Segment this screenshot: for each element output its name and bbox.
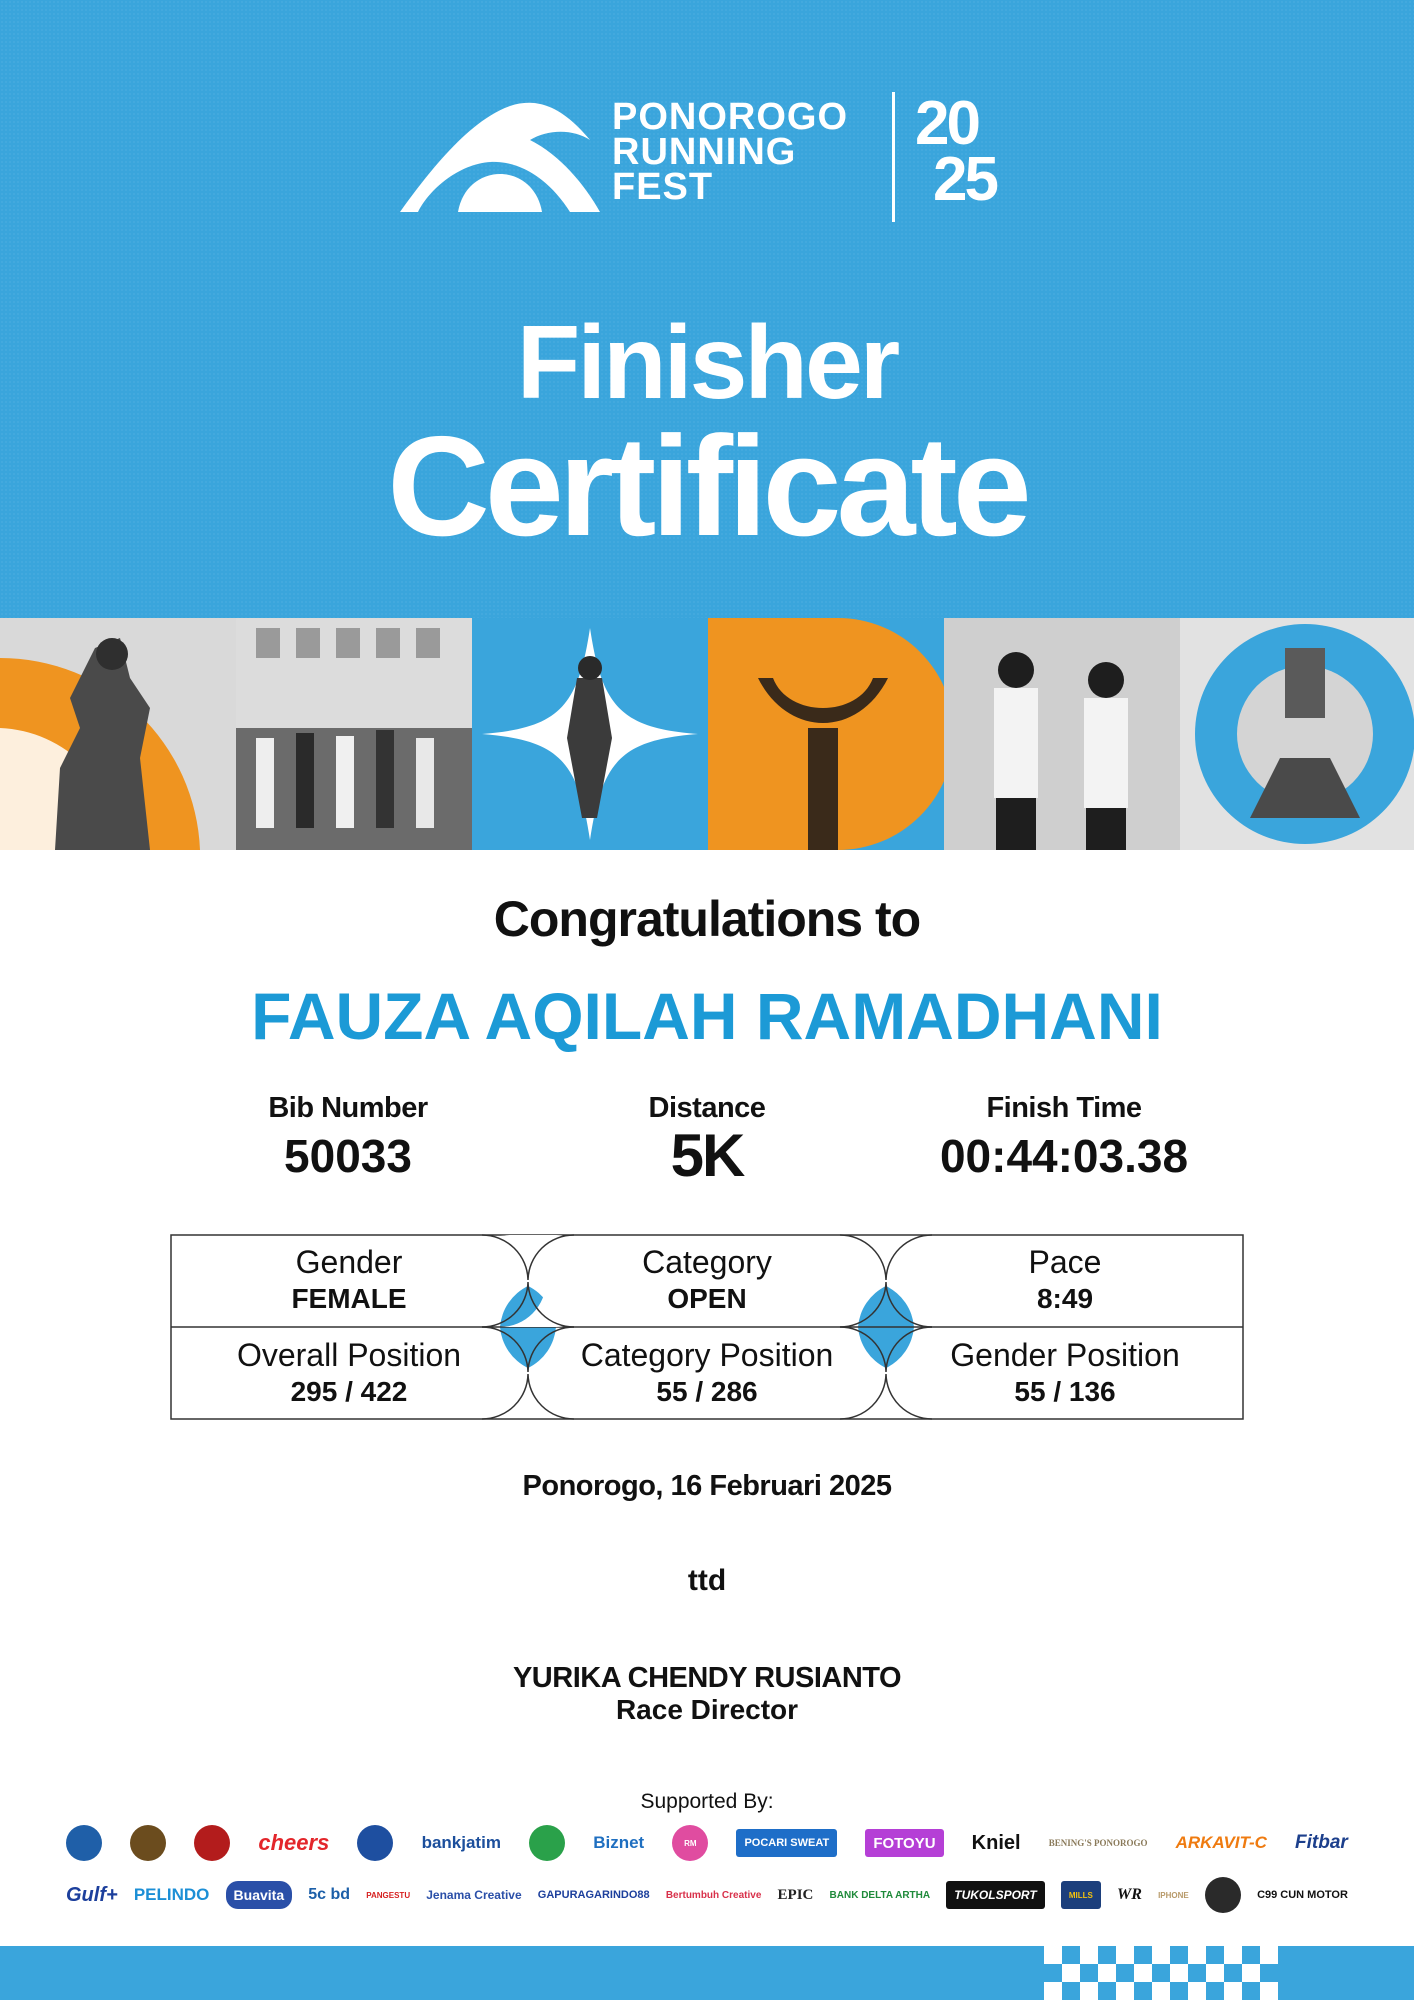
supported-by-label: Supported By: — [640, 1790, 774, 1813]
event-year-line-1: 20 — [915, 89, 978, 158]
result-label: Pace — [1028, 1244, 1102, 1280]
result-cell-gender — [170, 1234, 528, 1327]
distance-block — [527, 1092, 887, 1190]
photo-trophy-ring — [1180, 618, 1414, 850]
bib-number-value: 50033 — [284, 1130, 412, 1182]
sponsor-logo: GAPURAGARINDO88 — [537, 1889, 650, 1901]
certificate-header — [0, 0, 1414, 618]
sponsor-logo — [66, 1825, 102, 1861]
signature-text: ttd — [687, 1564, 727, 1597]
sponsor-logo: BENING'S PONOROGO — [1048, 1838, 1148, 1848]
sponsor-logo: FOTOYU — [865, 1829, 943, 1857]
result-label: Category Position — [580, 1337, 834, 1373]
finish-time-block — [884, 1092, 1244, 1183]
title-finisher: Finisher — [516, 305, 898, 421]
sponsor-row-1 — [66, 1820, 1348, 1866]
sponsor-row-2 — [66, 1872, 1348, 1918]
distance-value: 5K — [670, 1122, 744, 1189]
sponsor-logo: WR — [1117, 1886, 1142, 1903]
result-value: 295 / 422 — [290, 1376, 408, 1407]
result-value: OPEN — [667, 1283, 747, 1314]
result-cell-gender-position — [886, 1327, 1244, 1420]
distance-label: Distance — [648, 1092, 766, 1124]
finish-time-label: Finish Time — [986, 1092, 1142, 1124]
sponsor-logo: Buavita — [226, 1881, 293, 1909]
sponsor-logo: Jenama Creative — [426, 1888, 522, 1902]
event-year — [915, 89, 1015, 214]
bib-number-label: Bib Number — [268, 1092, 428, 1124]
congrats-heading: Congratulations to — [493, 891, 921, 947]
participant-name: FAUZA AQILAH RAMADHANI — [251, 979, 1163, 1053]
event-name-line-3: FEST — [612, 166, 714, 208]
sponsor-logo: 5c bd — [308, 1886, 351, 1903]
checkered-flag-pattern — [1044, 1946, 1304, 2000]
sponsor-logo: MILLS — [1061, 1881, 1101, 1909]
result-label: Gender Position — [950, 1337, 1180, 1373]
finish-time-value: 00:44:03.38 — [939, 1130, 1189, 1182]
sponsor-logo: Gulf+ — [66, 1883, 118, 1906]
sponsor-logo: IPHONE — [1158, 1890, 1189, 1900]
results-grid — [170, 1234, 1244, 1420]
sponsor-logo: ARKAVIT-C — [1175, 1833, 1267, 1852]
sponsor-logo: Bertumbuh Creative — [665, 1889, 762, 1901]
photo-dancer-star — [472, 618, 708, 850]
logo-divider — [892, 92, 895, 222]
bib-number-block — [168, 1092, 528, 1183]
result-label: Gender — [295, 1244, 403, 1280]
photo-runners-crowd — [236, 618, 472, 850]
title-certificate: Certificate — [387, 407, 1027, 566]
sponsor-logo: PELINDO — [133, 1885, 210, 1904]
sponsor-logo: Biznet — [593, 1833, 645, 1852]
photo-monument — [708, 618, 944, 850]
sponsor-logo — [357, 1825, 393, 1861]
result-value: FEMALE — [291, 1283, 407, 1314]
result-cell-category-position — [528, 1327, 886, 1420]
sponsor-logo: C99 CUN MOTOR — [1257, 1889, 1348, 1901]
director-name: YURIKA CHENDY RUSIANTO — [512, 1662, 902, 1694]
sponsor-logo — [130, 1825, 166, 1861]
event-logo-icon — [400, 100, 610, 216]
photo-reog-statue — [0, 618, 236, 850]
sponsor-logo: bankjatim — [421, 1833, 501, 1852]
sponsor-logo: TUKOLSPORT — [946, 1881, 1044, 1909]
sponsor-logo: PANGESTU — [366, 1890, 411, 1900]
sponsor-logo — [194, 1825, 230, 1861]
sponsor-logo: POCARI SWEAT — [736, 1829, 837, 1857]
photo-runners-women — [944, 618, 1180, 850]
event-name — [612, 96, 849, 208]
result-label: Category — [642, 1244, 772, 1280]
result-cell-pace — [886, 1234, 1244, 1327]
sponsor-logo: Fitbar — [1295, 1832, 1348, 1853]
result-cell-category — [528, 1234, 886, 1327]
result-cell-overall-position — [170, 1327, 528, 1420]
place-date: Ponorogo, 16 Februari 2025 — [522, 1470, 892, 1502]
sponsor-logo: cheers — [258, 1830, 330, 1855]
photo-strip — [0, 618, 1414, 850]
event-name-line-2: RUNNING — [612, 131, 797, 173]
result-label: Overall Position — [236, 1337, 462, 1373]
sponsor-logo — [529, 1825, 565, 1861]
sponsor-logo: EPIC — [777, 1886, 814, 1903]
result-value: 8:49 — [1036, 1283, 1094, 1314]
sponsor-logo — [1205, 1877, 1241, 1913]
sponsor-logo: BANK DELTA ARTHA — [829, 1889, 931, 1901]
director-role: Race Director — [615, 1694, 799, 1725]
sponsor-logo: RM — [672, 1825, 708, 1861]
event-name-line-1: PONOROGO — [612, 96, 849, 138]
result-value: 55 / 136 — [1014, 1376, 1116, 1407]
result-value: 55 / 286 — [656, 1376, 758, 1407]
sponsor-logo: Kniel — [971, 1831, 1021, 1854]
event-year-line-2: 25 — [933, 145, 996, 214]
